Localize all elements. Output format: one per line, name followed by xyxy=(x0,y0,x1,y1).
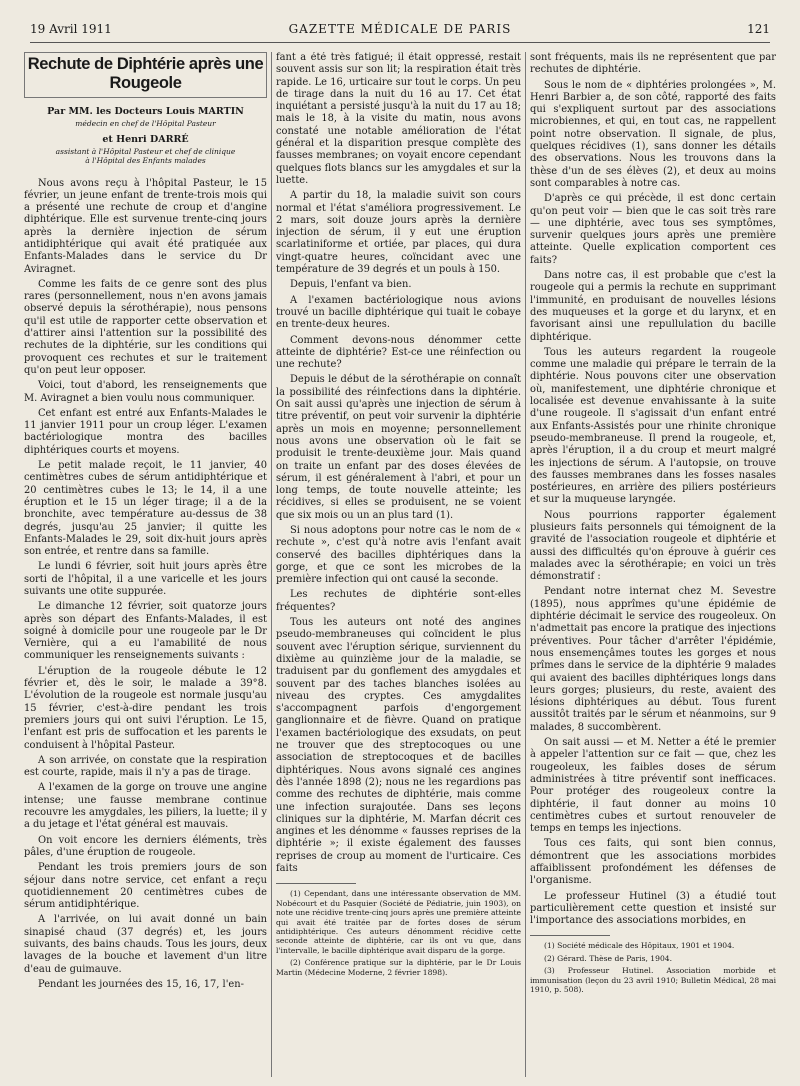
paragraph: Pendant notre internat chez M. Sevestre (1895), nous apprîmes qu'une épidémie de diphtérie décimait le service des rougeoleux. On n'admettait pas encore la pratique des injections préventives. Pour tâcher d'arrêter l'épidémie, nous ensemençâmes toutes les gorges et nous prîmes dans le service de la diphtérie 9 malades qui avaient des bacilles diphtériques longs dans leurs gorges; plusieurs, du reste, avaient des lésions diphtériques au début. Tous furent aussitôt traités par le sérum et néanmoins, sur 9 malades, 8 succombèrent. xyxy=(530,586,776,733)
paragraph: Dans notre cas, il est probable que c'est la rougeole qui a permis la rechute en supprimant l'immunité, en produisant de nouvelles lésions des muqueuses et la gorge et du larynx, et en favorisant ainsi une repullulation du bacille diphtérique. xyxy=(530,270,776,343)
paragraph: Depuis le début de la sérothérapie on connaît la possibilité des réinfections dans la diphtérie. On sait aussi qu'après une injection de sérum à titre préventif, on peut voir survenir la diphtérie après un mois en moyenne; personnellement nous avons une observation où le fait se produisit le trente-deuxième jour. Mais quand on traite un enfant par des doses élevées de sérum, il est généralement à l'abri, et pour un long temps, de toute nouvelle atteinte; les récidives, si elles se produisent, ne se voient que six mois ou un an plus tard (1). xyxy=(276,374,521,521)
column-2 xyxy=(276,52,521,1077)
paragraph: A son arrivée, on constate que la respiration est courte, rapide, mais il n'y a pas de tirage. xyxy=(24,754,267,779)
column-3-body xyxy=(530,52,776,927)
paragraph: Sous le nom de « diphtéries prolongées », M. Henri Barbier a, de son côté, rapporté des faits qui s'expliquent surtout par des associations microbiennes, et qui, en tout cas, ne rappellent point notre observation. Il signale, de plus, quelques récidives (1), sans donner les détails des observations. Nous les trouvons dans la thèse d'un de ses élèves (2), et deux au moins sont comparables à notre cas. xyxy=(530,79,776,189)
paragraph: Le dimanche 12 février, soit quatorze jours après son départ des Enfants-Malades, il est soigné à domicile pour une rougeole par le Dr Vernière, qui a eu l'amabilité de nous communiquer les renseignements suivants : xyxy=(24,601,267,662)
footnote-separator xyxy=(530,935,610,936)
paragraph: Voici, tout d'abord, les renseignements que M. Aviragnet a bien voulu nous communiquer. xyxy=(24,380,267,404)
paragraph: Tous les auteurs regardent la rougeole comme une maladie qui prépare le terrain de la diphtérie. Nous pouvons citer une observation où, manifestement, une diphtérie chronique et localisée est devenue envahissante à la suite d'une rougeole. Il s'agissait d'un enfant entré aux Enfants-Assistés pour une rhinite chronique pseudo-membraneuse. Il prend la rougeole, et, après l'éruption, il a du croup et meurt malgré les injections de sérum. A l'autopsie, on trouve des fausses membranes dans les fosses nasales postérieures, en arrière des piliers postérieurs et sur la muqueuse laryngée. xyxy=(530,346,776,506)
paragraph: D'après ce qui précède, il est donc certain qu'on peut voir — bien que le cas soit très rare — une diphtérie, avec tous ses symptômes, survenir quelques jours après une première atteinte. Quelle explication comportent ces faits? xyxy=(530,193,776,266)
issue-date: 19 Avril 1911 xyxy=(30,22,112,36)
running-header xyxy=(30,20,770,43)
paragraph: Le professeur Hutinel (3) a étudié tout particulièrement cette question et insisté sur l'importance des associations morbides, en xyxy=(530,890,776,927)
paragraph: On voit encore les derniers éléments, très pâles, d'une éruption de rougeole. xyxy=(24,834,267,858)
journal-title: GAZETTE MÉDICALE DE PARIS xyxy=(288,22,512,36)
coauthor: et Henri DARRÉ xyxy=(102,133,189,145)
paragraph: Si nous adoptons pour notre cas le nom de « rechute », c'est qu'à notre avis l'enfant avait conservé des bacilles diphtériques dans la gorge, et que ce sont les microbes de la première infection qui ont causé la seconde. xyxy=(276,524,521,586)
paragraph: Nous pourrions rapporter également plusieurs faits personnels qui témoignent de la gravité de l'association rougeole et diphtérie et aussi des difficultés qu'on éprouve à guérir ces malades avec la sérothérapie; en voici un très démonstratif : xyxy=(530,509,776,583)
footnote: (2) Conférence pratique sur la diphtérie, par le Dr Louis Martin (Médecine Moderne, 2 février 1898). xyxy=(276,958,521,977)
paragraph: Depuis, l'enfant va bien. xyxy=(290,279,412,291)
column-1-body xyxy=(24,178,267,992)
paragraph: Nous avons reçu à l'hôpital Pasteur, le 15 février, un jeune enfant de trente-trois mois qui a présenté une rechute de croup et d'angine diphtérique. Elle est survenue trente-cinq jours après la dernière injection de sérum antidiphtérique qui avait été pratiquée aux Enfants-Malades dans le service du Dr Aviragnet. xyxy=(24,177,267,275)
paragraph: sont fréquents, mais ils ne représentent que par rechutes de diphtérie. xyxy=(530,52,776,76)
paragraph: On sait aussi — et M. Netter a été le premier à appeler l'attention sur ce fait — que, chez les rougeoleux, les faibles doses de sérum administrées à titre préventif sont inefficaces. Pour protéger des rougeoleux contre la diphtérie, il faut donner au moins 10 centimètres cubes et surtout renouveler de temps en temps les injections. xyxy=(530,737,776,835)
byline: Par MM. les Docteurs Louis MARTIN xyxy=(47,106,244,117)
footnote-separator xyxy=(276,883,356,884)
affiliation-darre-2: à l'Hôpital des Enfants malades xyxy=(85,156,206,165)
paragraph: Pendant les journées des 15, 16, 17, l'en- xyxy=(38,978,244,990)
paragraph: Le petit malade reçoit, le 11 janvier, 40 centimètres cubes de sérum antidiphtérique et 20 centimètres cubes le 13; le 14, il a une éruption et le 15 un léger tirage; il a de la bronchite, avec température au-dessus de 38 degrés, jusqu'au 25 janvier; il quitte les Enfants-Malades le 29, soit dix-huit jours après son entrée, et rentre dans sa famille. xyxy=(24,460,267,558)
footnote: (2) Gérard. Thèse de Paris, 1904. xyxy=(544,953,673,963)
paragraph: Les rechutes de diphtérie sont-elles fréquentes? xyxy=(276,589,521,613)
page-number: 121 xyxy=(747,22,770,36)
footnote: (3) Professeur Hutinel. Association morbide et immunisation (leçon du 23 avril 1910; Bulletin Médical, 28 mai 1910, p. 508). xyxy=(530,966,776,995)
paragraph: Comme les faits de ce genre sont des plus rares (personnellement, nous n'en avons jamais observé depuis la sérothérapie), nous pensons qu'il est utile de rapporter cette observation et d'attirer ainsi l'attention sur la possibilité des rechutes de la diphtérie, sur les conditions qui provoquent ces rechutes et sur le traitement qu'on peut leur opposer. xyxy=(24,278,267,376)
paragraph: Tous ces faits, qui sont bien connus, démontrent que les associations morbides affaiblissent profondément les défenses de l'organisme. xyxy=(530,838,776,887)
paragraph: Comment devons-nous dénommer cette atteinte de diphtérie? Est-ce une réinfection ou une rechute? xyxy=(276,334,521,371)
paragraph: A partir du 18, la maladie suivit son cours normal et l'état s'améliora progressivement. Le 2 mars, soit douze jours après la dernière injection de sérum, il y eut une éruption scarlatiniforme et ortiée, par places, qui dura vingt-quatre heures, coïncidant avec une température de 39 degrés et un pouls à 150. xyxy=(276,190,521,276)
paragraph: Tous les auteurs ont noté des angines pseudo-membraneuses qui coïncident le plus souvent avec l'éruption sérique, surviennent du dixième au quinzième jour de la maladie, se traduisent par du gonflement des amygdales et souvent par des taches blanches isolées au niveau des cryptes. Ces amygdalites s'accompagnent parfois d'engorgement ganglionnaire et de fièvre. Quand on pratique l'examen bactériologique des exsudats, on peut ne trouver que des streptocoques ou une association de streptocoques et de bacilles diphtériques. Nous avons signalé ces angines dès l'année 1898 (2); nous ne les regardions pas comme des rechutes de diphtérie, mais comme une infection surajoutée. Dans ses leçons cliniques sur la diphtérie, M. Marfan décrit ces angines et les dénomme « fausses reprises de la diphtérie »; il existe également des fausses reprises de croup au moment de l'urticaire. Ces faits xyxy=(276,617,521,874)
paragraph: fant a été très fatigué; il était oppressé, restait souvent assis sur son lit; la respiration était très rapide. Le 16, urticaire sur tout le corps. Un peu de tirage dans la nuit du 16 au 17. Cet état inquiétant a persisté jusqu'à la nuit du 17 au 18; mais le 18, à la visite du matin, nous avons constaté une notable amélioration de l'état général et la disparition presque complète des fausses membranes; on voyait encore cependant quelques flots blancs sur les amygdales et sur la luette. xyxy=(276,52,521,186)
affiliation-martin: médecin en chef de l'Hôpital Pasteur xyxy=(75,119,216,128)
column-3 xyxy=(530,52,776,1077)
footnote: (1) Société médicale des Hôpitaux, 1901 et 1904. xyxy=(544,941,735,951)
affiliation-darre-1: assistant à l'Hôpital Pasteur et chef de clinique xyxy=(55,146,236,156)
column-rule xyxy=(271,52,272,1077)
column-2-body xyxy=(276,52,521,875)
paragraph: Pendant les trois premiers jours de son séjour dans notre service, cet enfant a reçu quotidiennement 20 centimètres cubes de sérum antidiphtérique. xyxy=(24,862,267,911)
footnote: (1) Cependant, dans une intéressante observation de MM. Nobécourt et du Pasquier (Société de Pédiatrie, juin 1903), on note une récidive trente-cinq jours après une première atteinte qui avait été traitée par de fortes doses de sérum antidiphtérique. Ces auteurs dénomment récidive cette seconde atteinte de diphtérie, car ils ont vu que, dans l'intervalle, le bacille diphtérique avait disparu de la gorge. xyxy=(276,889,521,955)
paragraph: A l'arrivée, on lui avait donné un bain sinapisé chaud (37 degrés) et, les jours suivants, des bains chauds. Tous les jours, deux lavages de la bouche et lavement d'un litre d'eau de guimauve. xyxy=(24,914,267,975)
column-1 xyxy=(24,52,267,1077)
paragraph: Cet enfant est entré aux Enfants-Malades le 11 janvier 1911 pour un croup léger. L'examen bactériologique montra des bacilles diphtériques courts et moyens. xyxy=(24,407,267,456)
article-title: Rechute de Diphtérie après une Rougeole xyxy=(24,52,267,98)
paragraph: L'éruption de la rougeole débute le 12 février et, dès le soir, le malade a 39°8. L'évolution de la rougeole est normale jusqu'au 15 février, c'est-à-dire pendant les trois premiers jours qui ont suivi l'éruption. Le 15, l'enfant est pris de suffocation et les parents le conduisent à l'hôpital Pasteur. xyxy=(24,665,267,751)
paragraph: A l'examen de la gorge on trouve une angine intense; une fausse membrane continue recouvre les amygdales, les piliers, la luette; il y a du jetage et l'état général est mauvais. xyxy=(24,782,267,831)
column-3-footnotes xyxy=(530,941,776,994)
paragraph: Le lundi 6 février, soit huit jours après être sorti de l'hôpital, il a une varicelle et les jours suivants une otite suppurée. xyxy=(24,561,267,597)
column-2-footnotes xyxy=(276,889,521,977)
paragraph: A l'examen bactériologique nous avions trouvé un bacille diphtérique qui tuait le cobaye en trente-deux heures. xyxy=(276,294,521,331)
column-rule xyxy=(525,52,526,1077)
